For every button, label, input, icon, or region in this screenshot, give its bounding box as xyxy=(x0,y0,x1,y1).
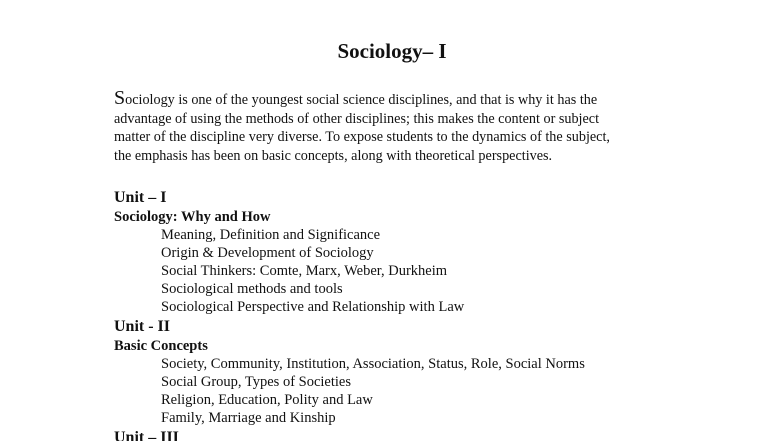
intro-line-4: the emphasis has been on basic concepts, along with theoretical perspectives. xyxy=(114,147,553,164)
intro-line-2: advantage of using the methods of other disciplines; this makes the content or subject xyxy=(114,110,600,127)
unit-heading: Unit – I xyxy=(114,189,167,206)
topic-item: Society, Community, Institution, Association, Status, Role, Social Norms xyxy=(161,356,585,372)
intro-line-1-text: ociology is one of the youngest social science disciplines, and that is why it has the xyxy=(125,92,598,108)
intro-line-3: matter of the discipline very diverse. To expose students to the dynamics of the subject, xyxy=(114,129,610,145)
unit-subtitle: Sociology: Why and How xyxy=(114,209,271,225)
topic-item: Meaning, Definition and Significance xyxy=(161,227,381,243)
topic-item: Social Group, Types of Societies xyxy=(161,374,352,390)
page-title: Sociology– I xyxy=(337,39,447,63)
topic-list xyxy=(114,355,754,427)
unit-heading: Unit - II xyxy=(114,318,171,335)
topic-item: Origin & Development of Sociology xyxy=(161,245,374,261)
drop-cap: S xyxy=(114,87,126,109)
topic-list xyxy=(114,226,754,316)
intro-paragraph xyxy=(114,89,674,165)
unit-heading: Unit – III xyxy=(114,429,179,441)
topic-item: Sociological methods and tools xyxy=(161,281,343,297)
unit-subtitle: Basic Concepts xyxy=(114,338,208,354)
topic-item: Family, Marriage and Kinship xyxy=(161,410,336,426)
unit-3 xyxy=(114,428,754,441)
units-section xyxy=(114,188,754,441)
topic-item: Social Thinkers: Comte, Marx, Weber, Durkheim xyxy=(161,263,448,279)
topic-item: Religion, Education, Polity and Law xyxy=(161,392,373,408)
topic-item: Sociological Perspective and Relationship with Law xyxy=(161,299,465,315)
intro-line-1 xyxy=(114,89,674,110)
unit-1 xyxy=(114,188,754,316)
unit-2 xyxy=(114,317,754,427)
